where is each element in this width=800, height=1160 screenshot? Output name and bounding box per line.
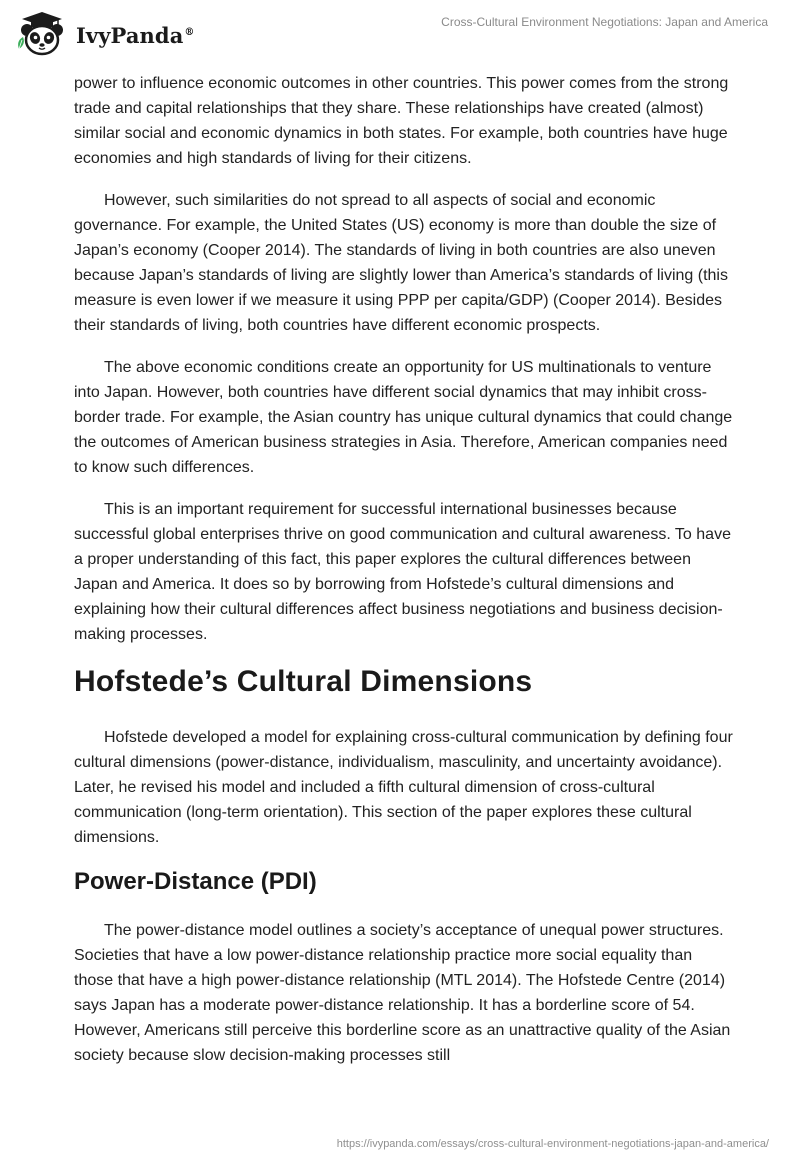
logo-text: IvyPanda®: [76, 22, 195, 48]
subsection-heading: Power-Distance (PDI): [74, 868, 317, 895]
paragraph: This is an important requirement for successful international businesses because successful global enterprises thrive on good communication and cultural awareness. To have a proper understanding of this fact, this paper explores the cultural differences between Japan and America. It does so by borrowing from Hofstede’s cultural dimensions and explaining how their cultural differences affect business negotiations and business decision-making processes.: [74, 501, 731, 643]
document-title: Cross-Cultural Environment Negotiations: Japan and America: [441, 15, 768, 29]
essay-body: [74, 71, 734, 1085]
source-url[interactable]: https://ivypanda.com/essays/cross-cultural-environment-negotiations-japan-and-america/: [336, 1138, 769, 1150]
page-header: [0, 0, 800, 70]
section-heading: Hofstede’s Cultural Dimensions: [74, 665, 533, 698]
paragraph: The above economic conditions create an opportunity for US multinationals to venture into Japan. However, both countries have different social dynamics that may inhibit cross-border trade. For example, the Asian country has unique cultural dynamics that could change the outcomes of American business strategies in Asia. Therefore, American companies need to know such differences.: [74, 359, 733, 476]
panda-graduate-icon: [14, 9, 70, 57]
ivypanda-logo[interactable]: [14, 9, 195, 57]
paragraph: power to influence economic outcomes in other countries. This power comes from the strong trade and capital relationships that they share. These relationships have created (almost) similar social and economic dynamics in both states. For example, both countries have huge economies and high standards of living for their citizens.: [74, 75, 729, 167]
paragraph: The power-distance model outlines a society’s acceptance of unequal power structures. Societies that have a low power-distance relationship practice more social equality than those that have a high power-distance relationship (MTL 2014). The Hofstede Centre (2014) says Japan has a moderate power-distance relationship. It has a borderline score of 54. However, Americans still perceive this borderline score as an unattractive quality of the Asian society because slow decision-making processes still: [74, 922, 731, 1064]
paragraph: However, such similarities do not spread to all aspects of social and economic governance. For example, the United States (US) economy is more than double the size of Japan’s economy (Cooper 2014). The standards of living in both countries are also uneven because Japan’s standards of living are slightly lower than America’s standards of living (this measure is even lower if we measure it using PPP per capita/GDP) (Cooper 2014). Besides their standards of living, both countries have different economic prospects.: [74, 192, 728, 334]
paragraph: Hofstede developed a model for explaining cross-cultural communication by defining four cultural dimensions (power-distance, individualism, masculinity, and uncertainty avoidance). Later, he revised his model and included a fifth cultural dimension of cross-cultural communication (long-term orientation). This section of the paper explores these cultural dimensions.: [74, 729, 733, 846]
